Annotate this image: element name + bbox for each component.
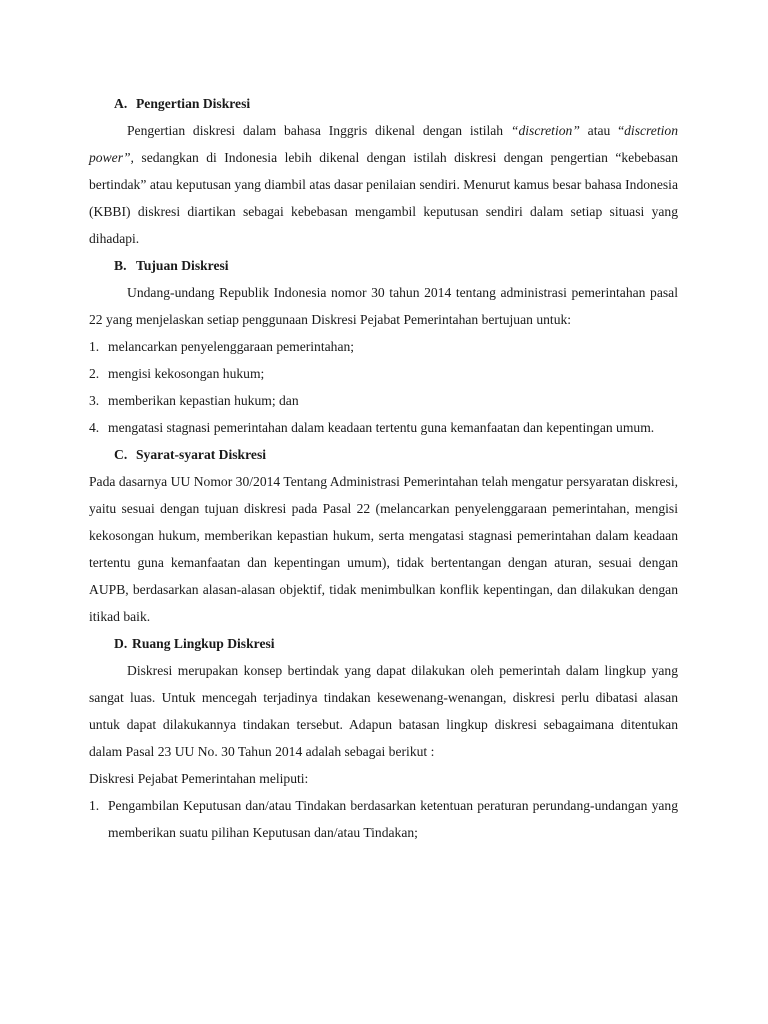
- list-text: mengisi kekosongan hukum;: [108, 366, 265, 381]
- section-b-letter: B.: [114, 258, 127, 273]
- list-number: 1.: [89, 339, 100, 354]
- section-a-text-1: Pengertian diskresi dalam bahasa Inggris dikenal dengan istilah: [127, 123, 511, 138]
- list-text: Pengambilan Keputusan dan/atau Tindakan berdasarkan ketentuan peraturan perundang-undangan yang memberikan suatu pilihan Keputusan dan/atau Tindakan;: [108, 798, 678, 840]
- section-b-title: Tujuan Diskresi: [136, 258, 229, 273]
- list-text: melancarkan penyelenggaraan pemerintahan;: [108, 339, 355, 354]
- section-a-text-2: atau “: [579, 123, 625, 138]
- section-b-heading: [89, 252, 678, 279]
- section-a-term-discretion: “discretion”: [510, 123, 580, 138]
- section-c-heading: [89, 441, 678, 468]
- section-b-list-item: [89, 414, 678, 441]
- section-c-paragraph: Pada dasarnya UU Nomor 30/2014 Tentang Administrasi Pemerintahan telah mengatur persyaratan diskresi, yaitu sesuai dengan tujuan diskresi pada Pasal 22 (melancarkan penyelenggaraan pemerintahan, mengisi kekosongan hukum, memberikan kepastian hukum, serta mengatasi stagnasi pemerintahan dalam keadaan tertentu guna kemanfaatan dan kepentingan umum), tidak bertentangan dengan aturan, sesuai dengan AUPB, berdasarkan alasan-alasan objektif, tidak menimbulkan konflik kepentingan, dan dilakukan dengan itikad baik.: [89, 474, 678, 624]
- section-a-text-3: sedangkan di Indonesia lebih dikenal dengan istilah diskresi dengan pengertian “kebebasan bertindak” atau keputusan yang diambil atas dasar penilaian sendiri. Menurut kamus besar bahasa Indonesia (KBBI) diskresi diartikan sebagai kebebasan mengambil keputusan sendiri dalam setiap situasi yang dihadapi.: [89, 150, 678, 246]
- section-a-letter: A.: [114, 96, 128, 111]
- section-c-letter: C.: [114, 447, 128, 462]
- section-d-heading: [89, 630, 678, 657]
- section-a-term-discretion-power: discretion power”,: [89, 123, 678, 165]
- section-c-title: Syarat-syarat Diskresi: [136, 447, 267, 462]
- section-a-title: Pengertian Diskresi: [136, 96, 251, 111]
- list-number: 3.: [89, 393, 100, 408]
- section-d-lead: Diskresi Pejabat Pemerintahan meliputi:: [89, 771, 309, 786]
- section-d-paragraph: Diskresi merupakan konsep bertindak yang dapat dilakukan oleh pemerintah dalam lingkup yang sangat luas. Untuk mencegah terjadinya tindakan kesewenang-wenangan, diskresi perlu dibatasi alasan untuk dapat dilakukannya tindakan tersebut. Adapun batasan lingkup diskresi sebagaimana ditentukan dalam Pasal 23 UU No. 30 Tahun 2014 adalah sebagai berikut :: [89, 663, 678, 759]
- list-number: 2.: [89, 366, 100, 381]
- section-d-list-item: [89, 792, 678, 846]
- document-page: [89, 90, 678, 846]
- list-text: memberikan kepastian hukum; dan: [108, 393, 299, 408]
- section-b-list-item: [89, 387, 678, 414]
- section-a-heading: [89, 90, 678, 117]
- list-number: 4.: [89, 420, 100, 435]
- section-b-list-item: [89, 333, 678, 360]
- list-text: mengatasi stagnasi pemerintahan dalam keadaan tertentu guna kemanfaatan dan kepentingan umum.: [108, 420, 655, 435]
- section-a-paragraph: [89, 117, 678, 252]
- section-b-list-item: [89, 360, 678, 387]
- list-number: 1.: [89, 798, 100, 813]
- section-d-title: Ruang Lingkup Diskresi: [132, 636, 275, 651]
- section-d-letter: D.: [114, 636, 128, 651]
- section-b-intro: Undang-undang Republik Indonesia nomor 30 tahun 2014 tentang administrasi pemerintahan pasal 22 yang menjelaskan setiap penggunaan Diskresi Pejabat Pemerintahan bertujuan untuk:: [89, 285, 678, 327]
